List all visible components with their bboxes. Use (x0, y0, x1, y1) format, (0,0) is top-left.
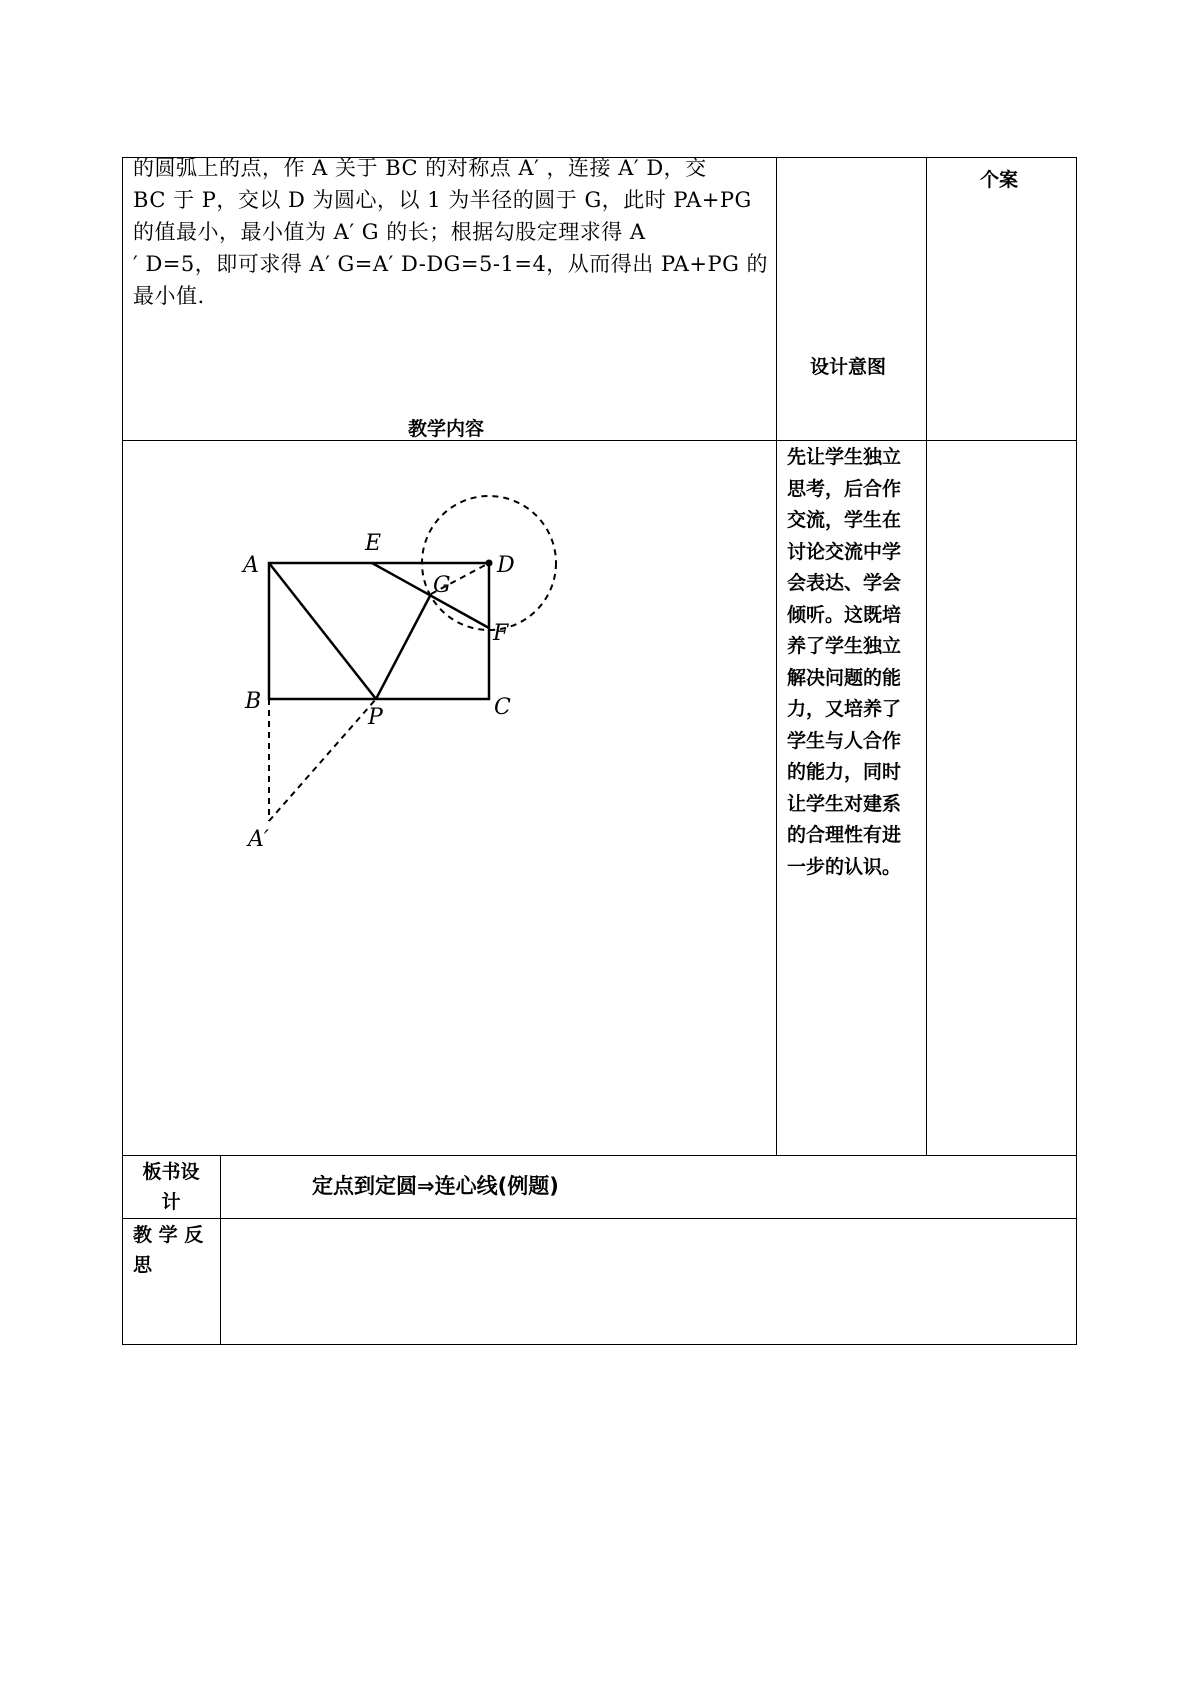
segment-ap-prime-dashed (269, 699, 376, 821)
table-row3-border (122, 1218, 1077, 1219)
reflection-label (133, 1220, 203, 1280)
design-intent-line: 思考，后合作 (787, 477, 902, 500)
segment-ap (269, 563, 376, 699)
solution-text (133, 152, 767, 312)
label-p: P (368, 705, 383, 730)
label-d: D (497, 553, 515, 578)
design-intent-line: 养了学生独立 (787, 635, 902, 657)
design-intent-line: 交流，学生在 (787, 509, 902, 531)
individual-case-header: 个案 (980, 169, 1019, 191)
board-design-label-line: 计 (161, 1191, 181, 1213)
table-right-border (1076, 157, 1077, 1345)
table-col1-border (776, 157, 777, 1155)
label-g: G (433, 573, 451, 598)
design-intent-line: 力，又培养了 (787, 698, 902, 720)
label-f: F (493, 621, 509, 646)
design-intent-line: 一步的认识。 (787, 855, 902, 878)
design-intent-line: 解决问题的能 (787, 666, 902, 689)
geometry-figure (220, 490, 620, 870)
segment-pg (376, 594, 431, 699)
design-intent-line: 会表达、学会 (787, 572, 902, 594)
solution-line: ′ D=5，即可求得 A′ G=A′ D-DG=5-1=4，从而得出 PA+PG 的 (133, 252, 769, 276)
board-design-label (122, 1157, 220, 1217)
design-intent-header: 设计意图 (810, 356, 887, 378)
rectangle-abcd (269, 563, 489, 699)
teaching-content-header: 教学内容 (408, 418, 485, 440)
design-intent-line: 倾听。这既培 (787, 603, 902, 626)
table-label-col-border (220, 1155, 221, 1345)
table-row1-border (122, 440, 1077, 441)
label-e: E (365, 531, 382, 556)
table-col2-border (926, 157, 927, 1155)
design-intent-line: 先让学生独立 (787, 446, 902, 468)
solution-line: 的值最小，最小值为 A′ G 的长；根据勾股定理求得 A (133, 220, 646, 244)
label-a: A (243, 553, 259, 578)
reflection-label-line: 教 学 反 (133, 1224, 204, 1246)
reflection-label-line: 思 (133, 1254, 153, 1276)
board-design-label-line: 板书设 (142, 1161, 200, 1183)
table-row2-border (122, 1155, 1077, 1156)
solution-line: BC 于 P，交以 D 为圆心，以 1 为半径的圆于 G，此时 PA+PG (133, 188, 752, 212)
point-d (486, 560, 493, 567)
solution-line: 最小值. (133, 284, 205, 308)
label-b: B (245, 689, 262, 714)
design-intent-line: 的合理性有进 (787, 824, 902, 846)
label-c: C (494, 695, 511, 720)
design-intent-line: 让学生对建系 (787, 792, 902, 815)
design-intent-line: 学生与人合作 (787, 729, 902, 752)
label-a-prime: A′ (248, 827, 269, 852)
design-intent-text (787, 442, 919, 883)
design-intent-line: 讨论交流中学 (787, 540, 902, 563)
design-intent-line: 的能力，同时 (787, 761, 902, 783)
board-design-content: 定点到定圆⇒连心线(例题) (312, 1174, 559, 1198)
table-bottom-border (122, 1344, 1077, 1345)
solution-line: 的圆弧上的点，作 A 关于 BC 的对称点 A′ ，连接 A′ D，交 (133, 156, 707, 180)
